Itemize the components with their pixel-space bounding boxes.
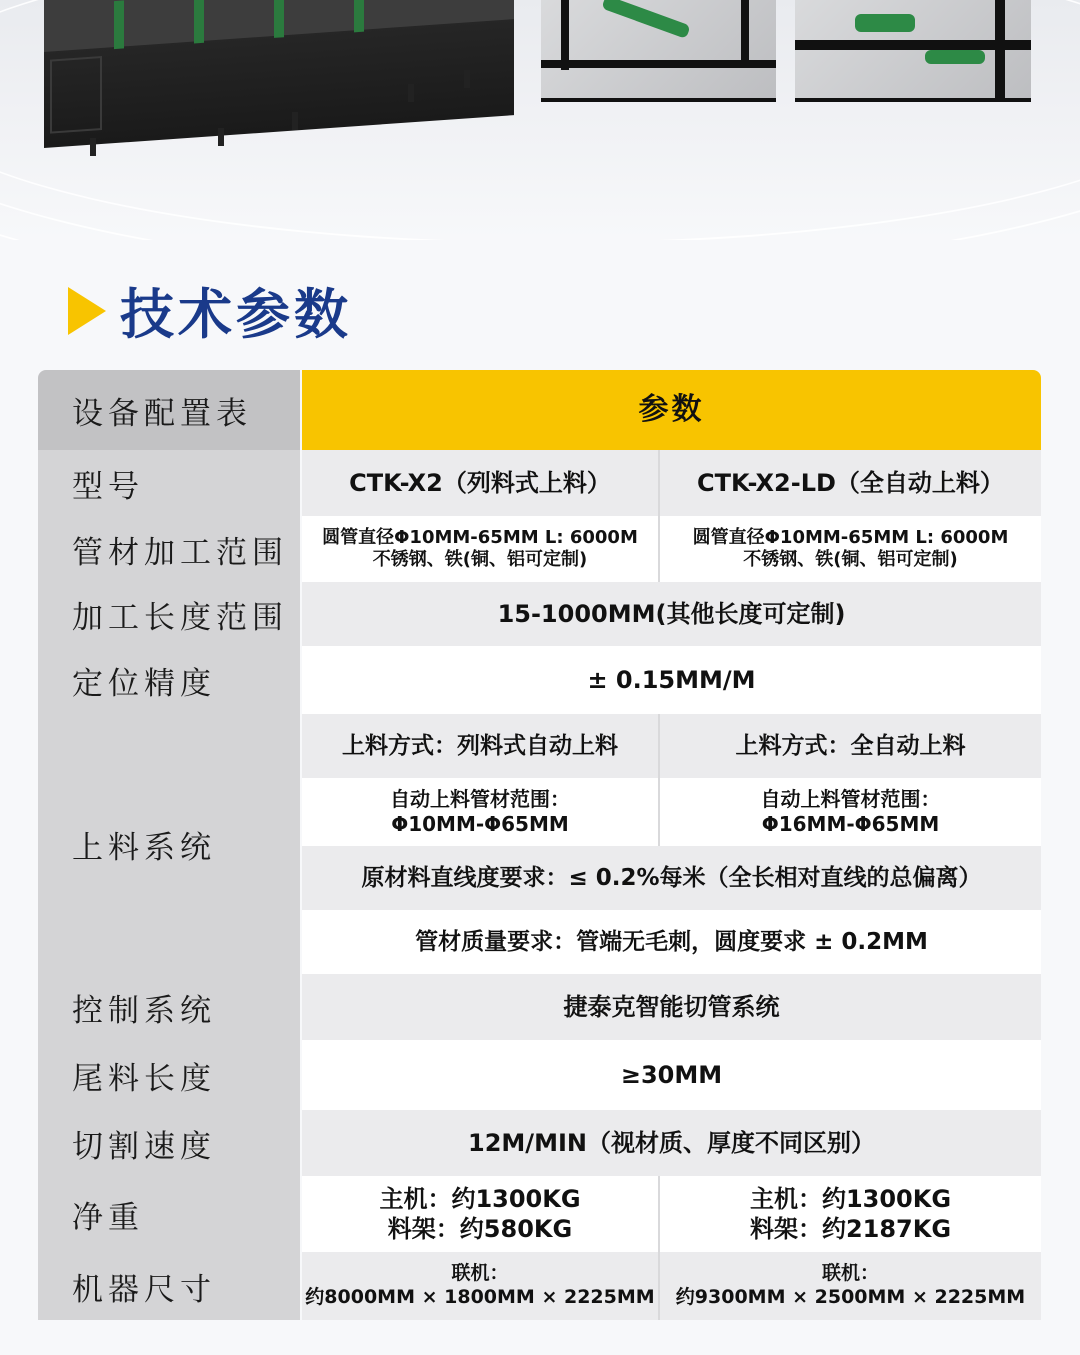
precision-value: ± 0.15MM/M [302,646,1041,714]
detail-image-1 [541,0,776,102]
table-row-loading [38,714,1041,974]
speed-label: 切割速度 [38,1110,300,1176]
loading-range2 [660,778,1041,846]
weight-col2 [660,1176,1041,1252]
size-col1-line1: 联机： [451,1262,509,1285]
loading-range1 [302,778,658,846]
range-col1 [302,516,658,582]
range-col1-line1: 圆管直径Φ10MM-65MM L: 6000M [322,526,638,548]
table-row-precision [38,646,1041,714]
weight-col1 [302,1176,658,1252]
size-col2-line2: 约9300MM × 2500MM × 2225MM [675,1286,1026,1308]
loading-range1-line2: Φ10MM-Φ65MM [391,812,569,836]
triangle-icon [68,287,106,335]
column-divider [658,450,660,582]
range-col2-line2: 不锈钢、铁(铜、铝可定制) [743,549,958,570]
size-col1-line2: 约8000MM × 1800MM × 2225MM [305,1286,655,1308]
product-photo [0,0,1080,240]
length-value: 15-1000MM(其他长度可定制) [302,582,1041,646]
loading-quality: 管材质量要求：管端无毛刺，圆度要求 ± 0.2MM [302,910,1041,974]
range-label: 管材加工范围 [38,516,300,582]
model-label: 型号 [38,450,300,516]
control-label: 控制系统 [38,974,300,1040]
weight-col1-line1: 主机：约1300KG [379,1185,581,1213]
header-value: 参数 [302,370,1041,450]
weight-col1-line2: 料架：约580KG [387,1215,573,1243]
table-row-range [38,516,1041,582]
detail-image-2 [795,0,1031,102]
weight-label: 净重 [38,1176,300,1252]
loading-range1-line1: 自动上料管材范围： [390,787,570,811]
column-divider [658,1176,660,1320]
length-label: 加工长度范围 [38,582,300,646]
tail-label: 尾料长度 [38,1040,300,1110]
model-col2: CTK-X2-LD（全自动上料） [660,450,1041,516]
table-row-size [38,1252,1041,1320]
weight-col2-line1: 主机：约1300KG [749,1185,952,1213]
table-row-length [38,582,1041,646]
weight-col2-line2: 料架：约2187KG [749,1215,952,1243]
size-col2 [660,1252,1041,1320]
loading-range2-line2: Φ16MM-Φ65MM [761,812,940,836]
table-row-weight [38,1176,1041,1252]
speed-value: 12M/MIN（视材质、厚度不同区别） [302,1110,1041,1176]
range-col2 [660,516,1041,582]
column-divider [658,714,660,846]
section-heading [68,272,352,349]
table-row-speed [38,1110,1041,1176]
loading-straightness: 原材料直线度要求：≤ 0.2%每米（全长相对直线的总偏离） [302,846,1041,910]
header-label: 设备配置表 [38,370,300,450]
loading-method1: 上料方式：列料式自动上料 [302,714,658,778]
model-col1: CTK-X2（列料式上料） [302,450,658,516]
loading-range2-line1: 自动上料管材范围： [760,787,941,811]
range-col1-line2: 不锈钢、铁(铜、铝可定制) [372,549,588,570]
control-value: 捷泰克智能切管系统 [302,974,1041,1040]
table-row-control [38,974,1041,1040]
loading-method2: 上料方式：全自动上料 [660,714,1041,778]
tail-value: ≥30MM [302,1040,1041,1110]
range-col2-line1: 圆管直径Φ10MM-65MM L: 6000M [692,526,1009,548]
loading-label: 上料系统 [38,714,300,974]
table-row-tail [38,1040,1041,1110]
size-col1 [302,1252,658,1320]
section-title: 技术参数 [120,283,352,346]
table-header [38,370,1041,450]
size-col2-line1: 联机： [821,1262,879,1285]
size-label: 机器尺寸 [38,1252,300,1320]
table-row-model [38,450,1041,516]
precision-label: 定位精度 [38,646,300,714]
